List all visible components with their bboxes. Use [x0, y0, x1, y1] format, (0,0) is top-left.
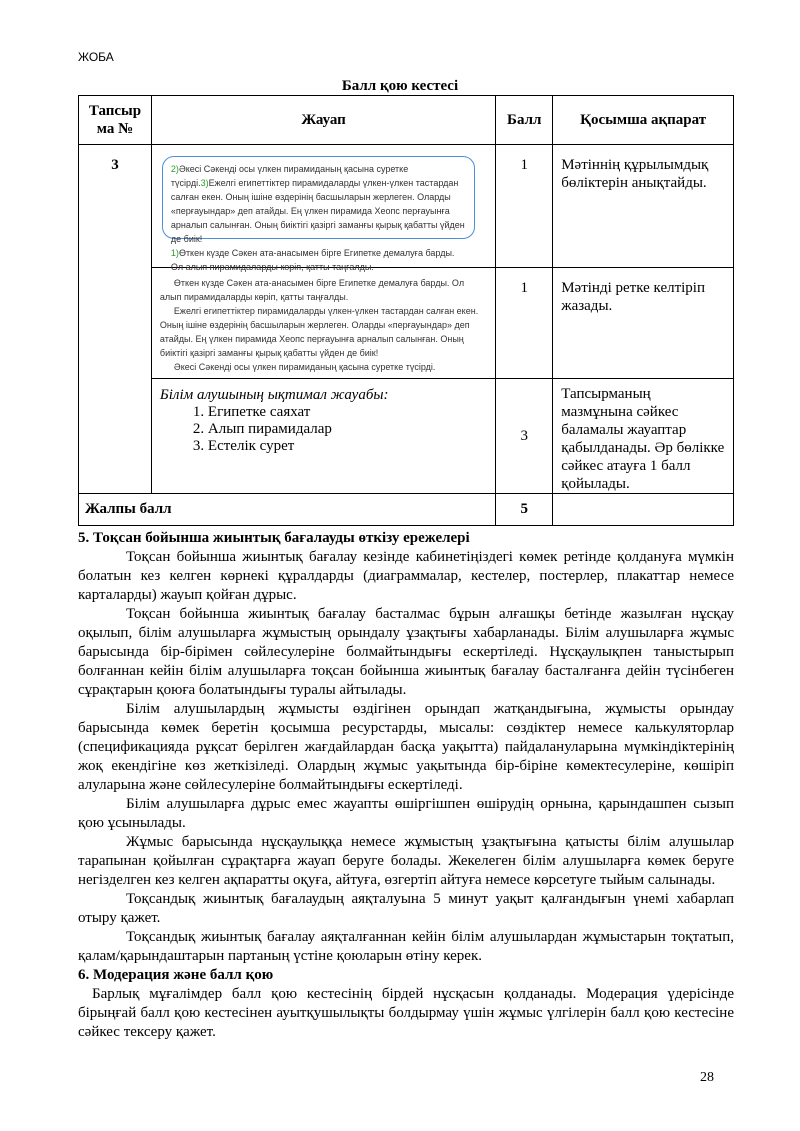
marker-label: 2)	[170, 164, 179, 174]
paragraph: Тоқсандық жиынтық бағалау аяқталғаннан кейін білім алушылардан жұмыстарын тоқтатып, қалам/қарындаштарын партаның үстіне қоюларын өтіну керек.	[78, 929, 734, 964]
total-info-empty	[553, 494, 734, 526]
image-line: Әкесі Сәкенді осы үлкен пирамиданың қасына суретке түсірді.	[173, 362, 436, 372]
answer-lead: Білім алушының ықтимал жауабы:	[159, 387, 389, 403]
answer-cell	[151, 379, 495, 494]
image-line: Ежелгі египеттіктер пирамидаларды үлкен-үлкен тастардан салған екен. Оның ішіне өздерінің басшыларын жерлеген. Оларды «перғауындар» деп атайды. Ең үлкен пирамида Хеопс перғауынға арналып салынған. Оның биіктігі қазіргі заманғы қырық қабатты үйден де биік!	[159, 306, 479, 358]
header-info: Қосымша ақпарат	[553, 96, 734, 145]
table-row	[79, 379, 734, 494]
task-number: 3	[79, 145, 152, 494]
section-heading: 6. Модерация және балл қою	[78, 967, 274, 983]
image-line: Өткен күзде Сәкен ата-анасымен бірге Египетке демалуға барды. Ол алып пирамидаларды көріп, қатты таңғалды.	[170, 248, 455, 272]
list-item: 1. Египетке саяхат	[208, 404, 487, 421]
ordered-text-image	[159, 276, 487, 372]
paragraph: Тоқсан бойынша жиынтық бағалау басталмас бұрын алғашқы бетінде жазылған нұсқау оқылып, білім алушыларға жұмыстың орындалу ұзақтығы хабарланады. Білім алушыларға жұмыс барысында бір-бірімен сөйлесулеріне болмайтындығы ескертіледі. Нұсқаулықпен таныстырып болғаннан кейін білім алушыларға тоқсан бойынша жиынтық бағалау басталғанға дейін түсінбеген сұрақтарын қоюға болатындығы туралы айтылады.	[78, 606, 734, 698]
paragraph: Жұмыс барысында нұсқаулыққа немесе жұмыстың ұзақтығына қатысты білім алушылар тарапынан қойылған сұрақтарға жауап беруге болады. Жекелеген білім алушыларға көмек беруге негізделген кез келген ақпаратты оқуға, айтуға, өзгертіп айтуға немесе көрсетуге тыйым салынады.	[78, 834, 734, 888]
section-heading: 5. Тоқсан бойынша жиынтық бағалауды өткізу ережелері	[78, 530, 470, 546]
table-header-row	[79, 96, 734, 145]
structured-text-image	[162, 156, 475, 272]
list-item: 2. Алып пирамидалар	[208, 421, 487, 438]
marker-label: 1)	[170, 248, 179, 258]
answer-cell	[151, 145, 495, 272]
score-table	[78, 95, 734, 526]
body-text	[78, 529, 734, 1042]
paragraph: Білім алушыларға дұрыс емес жауапты өшіргішпен өшірудің орнына, қарындашпен сызып қою ұсынылады.	[78, 796, 734, 831]
paragraph: Тоқсан бойынша жиынтық бағалау кезінде кабинетіңіздегі көмек ретінде қолдануға мүмкін болатын кез келген көрнекі құралдарды (диаграммалар, кестелер, постерлер, плакаттар немесе карталарды) жауып қойған дұрыс.	[78, 549, 734, 603]
marker-label: 3)	[200, 178, 209, 188]
header-answer: Жауап	[151, 96, 495, 145]
image-line: Ежелгі египеттіктер пирамидаларды үлкен-үлкен тастардан салған екен. Оның ішіне өздерінің басшыларын жерлеген. Оларды «перғауындар» деп атайды. Ең үлкен пирамида Хеопс перғауынға арналып салынған. Оның биіктігі қазіргі заманғы қырық қабатты үйден де биік!	[170, 178, 465, 244]
row-info: Мәтінді ретке келтіріп жазады.	[553, 268, 734, 379]
row-score: 3	[496, 379, 553, 494]
answer-list	[160, 404, 487, 455]
header-score: Балл	[496, 96, 553, 145]
row-score: 1	[496, 145, 553, 268]
image-line: Өткен күзде Сәкен ата-анасымен бірге Египетке демалуға барды. Ол алып пирамидаларды көріп, қатты таңғалды.	[159, 278, 465, 302]
paragraph: Барлық мұғалімдер балл қою кестесінің бірдей нұсқасын қолданады. Модерация үдерісінде бірыңғай балл қою кестесінен ауытқушылықты болдырмау үшін жұмыс үлгілерін балл қою кестесіне сәйкес тексеру қажет.	[78, 986, 734, 1040]
table-row	[79, 145, 734, 268]
image-line: Әкесі Сәкенді осы үлкен пирамиданың қасына суретке түсірді.	[170, 164, 409, 188]
paragraph: Білім алушылардың жұмысты өздігінен орындап жатқандығына, жұмысты орындау барысында көмек беретін қосымша ресурстарды, мысалы: сөздіктер немесе калькуляторлар (спецификацияда рұқсат берілген жағдайлардан басқа уақытта) пайдалануларына мүмкіндіктерінің жоқ екендігіне көз жеткізіледі. Олардың жұмыс уақытында бір-біріне көмектесулеріне, көшіріп алуларына және сөйлесулеріне болмайтындығы ескертіледі.	[78, 701, 734, 793]
row-info: Тапсырманың мазмұнына сәйкес баламалы жауаптар қабылданады. Әр бөлікке сәйкес атауға 1 балл қойылады.	[553, 379, 734, 494]
paragraph: Тоқсандық жиынтық бағалаудың аяқталуына 5 минут уақыт қалғандығын үнемі хабарлап отыру қажет.	[78, 891, 734, 926]
possible-answer	[152, 379, 495, 461]
total-row	[79, 494, 734, 526]
row-score: 1	[496, 268, 553, 379]
table-row	[79, 268, 734, 379]
table-title: Балл қою кестесі	[341, 78, 459, 94]
answer-cell	[151, 268, 495, 379]
header-task-no: Тапсыр ма №	[79, 96, 152, 145]
row-info: Мәтіннің құрылымдық бөліктерін анықтайды.	[553, 145, 734, 268]
list-item: 3. Естелік сурет	[208, 438, 487, 455]
page-number: 28	[700, 1070, 714, 1085]
draft-label: ЖОБА	[78, 50, 114, 64]
total-label: Жалпы балл	[79, 494, 496, 526]
total-score: 5	[496, 494, 553, 526]
